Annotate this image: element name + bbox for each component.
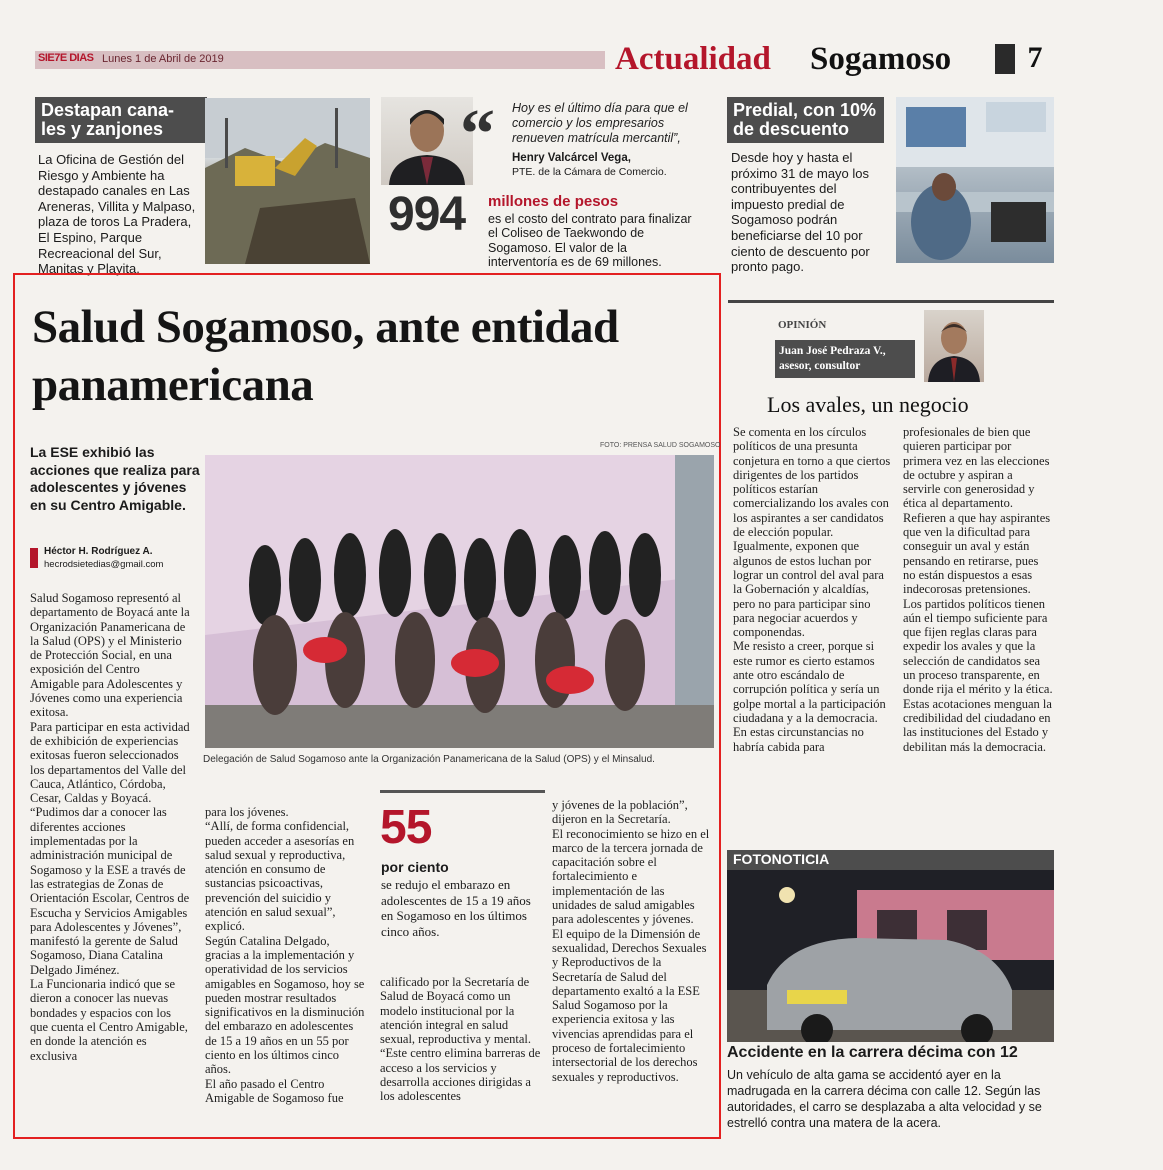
accident-photo xyxy=(727,870,1054,1042)
brief-predial-text: Desde hoy y hasta el próximo 31 de mayo los contribuyentes del impuesto predial de Sogamoso podrán beneficiarse del 10 por ciento de descuento por pronto pago. xyxy=(731,150,870,275)
stat-divider xyxy=(380,790,545,793)
stat-number: 55 xyxy=(380,801,432,854)
brief-predial-title: Predial, con 10% de descuento xyxy=(727,97,884,143)
article-column-3: calificado por la Secretaría de Salud de Boyacá como un modelo institucional por la atención integral en salud sexual, reproductiva y mental. “Este centro elimina barreras de acceso a los servicios y desarrolla acciones dirigidas a los adolescentes xyxy=(380,975,541,1104)
opinion-author: Juan José Pedraza V., asesor, consultor xyxy=(779,345,886,372)
photo-news-title: Accidente en la carrera décima con 12 xyxy=(727,1044,1018,1061)
author-email: hecrodsietedias@gmail.com xyxy=(44,559,164,570)
brief-predial-photo xyxy=(896,97,1054,263)
figure-number: 994 xyxy=(388,188,466,241)
brief-canales-photo xyxy=(205,98,370,264)
author-mark xyxy=(30,548,38,568)
section-title-sogamoso: Sogamoso xyxy=(810,41,952,77)
article-column-4: y jóvenes de la población”, dijeron en la Secretaría. El reconocimiento se hizo en el marco de la tercera jornada de capacitación sobre el fortalecimiento e implementación de las unidades de salud amigables para adolescentes y jóvenes. El equipo de la Dimensión de sexualidad, Derechos Sexuales y Reproductivos de la Secretaría de Salud del departamento exaltó a la ESE Salud Sogamoso por la experiencia exitosa y las vivencias aprendidas para el proceso de fortalecimiento intersectorial de los derechos sexuales y reproductivos. xyxy=(552,798,710,1084)
author-name: Héctor H. Rodríguez A. xyxy=(44,546,153,557)
photo-news-text: Un vehículo de alta gama se accidentó ayer en la madrugada en la carrera décima con calle 12. Según las autoridades, el carro se desplazaba a alta velocidad y se estrelló contra una matera de la acera. xyxy=(727,1068,1042,1130)
opinion-author-portrait xyxy=(924,310,984,382)
opinion-column-2: profesionales de bien que quieren participar por primera vez en las elecciones de octubre y aspiran a servirle con generosidad y ética al departamento. Refieren a que hay aspirantes que ven la dificultad para conseguir un aval y están pensando en retirarse, pues no están dispuestos a esas indecorosas pretensiones. Los partidos políticos tienen aún el tiempo suficiente para que fijen reglas claras para expedir los avales y que la selección de candidatos sea un proceso transparente, en donde rija el mérito y la ética. Estas acotaciones menguan la credibilidad del ciudadano en las instituciones del Estado y debilitan más la democracia. xyxy=(903,425,1053,754)
opinion-divider xyxy=(728,300,1054,303)
opinion-title: Los avales, un negocio xyxy=(767,392,969,417)
quote-text: Hoy es el último día para que el comercio y los empresarios renueven matrícula mercantil”, xyxy=(512,101,688,145)
quote-author: Henry Valcárcel Vega, xyxy=(512,152,631,164)
opinion-label: OPINIÓN xyxy=(778,319,827,331)
stat-text: se redujo el embarazo en adolescentes de 15 a 19 años en Sogamoso en los últimos cinco años. xyxy=(381,877,531,939)
figure-text: es el costo del contrato para finalizar el Coliseo de Taekwondo de Sogamoso. El valor de la interventoría es de 69 millones. xyxy=(488,212,692,269)
article-column-1: Salud Sogamoso representó al departamento de Boyacá ante la Organización Panamericana de la Salud (OPS) y el Ministerio de Protección Social, en una exposición del Centro Amigable para Adolescentes y Jóvenes como una experiencia exitosa. Para participar en esta actividad de exhibición de experiencias exitosas fueron seleccionados los departamentos del Valle del Cauca, Atlántico, Córdoba, Cesar, Caldas y Boyacá. “Pudimos dar a conocer las diferentes acciones implementadas por la administración municipal de Sogamoso y la ESE a través de las estrategias de Zonas de Orientación Escolar, Centros de Escucha y Servicios Amigables para Adolescentes y Jóvenes”, manifestó la gerente de Salud Sogamoso, Diana Catalina Delgado Jiménez. La Funcionaria indicó que se dieron a conocer las nuevas bondades y espacios con los que cuenta el Centro Amigable, en donde la atención es exclusiva xyxy=(30,591,190,1063)
section-title-actualidad: Actualidad xyxy=(615,41,771,77)
photo-news-label: FOTONOTICIA xyxy=(733,851,830,867)
article-headline: Salud Sogamoso, ante entidad panamericana xyxy=(32,301,619,411)
photo-credit: FOTO: PRENSA SALUD SOGAMOSO xyxy=(600,442,721,449)
delegation-photo xyxy=(205,455,714,748)
opinion-column-1: Se comenta en los círculos políticos de una presunta conjetura en torno a que ciertos dirigentes de los partidos políticos estarían comercializando los avales con los aspirantes a ser candidatos de elección popular. Igualmente, exponen que algunos de estos luchan por lograr un control del aval para la Gobernación y alcaldías, pero no para participar sino para negociar acuerdos y componendas. Me resisto a creer, porque si este rumor es cierto estamos ante otro escándalo de corrupción política y sería un golpe mortal a la participación ciudadana y a la democracia. En estas circunstancias no habría cabida para xyxy=(733,425,891,754)
brief-canales-text: La Oficina de Gestión del Riesgo y Ambiente ha destapado canales en Las Areneras, Villita y Malpaso, plaza de toros La Pradera, El Espino, Parque Recreacional del Sur, Manitas y Playita. xyxy=(38,152,196,277)
article-column-2: para los jóvenes. “Allí, de forma confidencial, pueden acceder a asesorías en salud sexual y reproductiva, atención en consumo de sustancias psicoactivas, prevención del suicidio y atención en salud sexual”, explicó. Según Catalina Delgado, gracias a la implementación y operatividad de los servicios amigables en Sogamoso, hoy se pueden mostrar resultados significativos en la disminución del embarazo en adolescentes de 15 a 19 años en un 55 por ciento en los últimos cinco años. El año pasado el Centro Amigable de Sogamoso fue xyxy=(205,805,365,1105)
publication-name: SIE7E DIAS xyxy=(38,52,94,64)
photo-caption: Delegación de Salud Sogamoso ante la Organización Panamericana de la Salud (OPS) y el Minsalud. xyxy=(203,754,655,765)
stat-label: por ciento xyxy=(381,859,449,875)
publication-date: Lunes 1 de Abril de 2019 xyxy=(102,53,224,65)
page-number: 7 xyxy=(1015,41,1055,75)
figure-unit: millones de pesos xyxy=(488,193,619,210)
quote-role: PTE. de la Cámara de Comercio. xyxy=(512,166,667,178)
brief-canales-title: Destapan cana- les y zanjones xyxy=(35,97,207,143)
quote-mark-icon: “ xyxy=(460,96,495,173)
article-subtitle: La ESE exhibió las acciones que realiza para adolescentes y jóvenes en su Centro Amigable. xyxy=(30,444,200,513)
